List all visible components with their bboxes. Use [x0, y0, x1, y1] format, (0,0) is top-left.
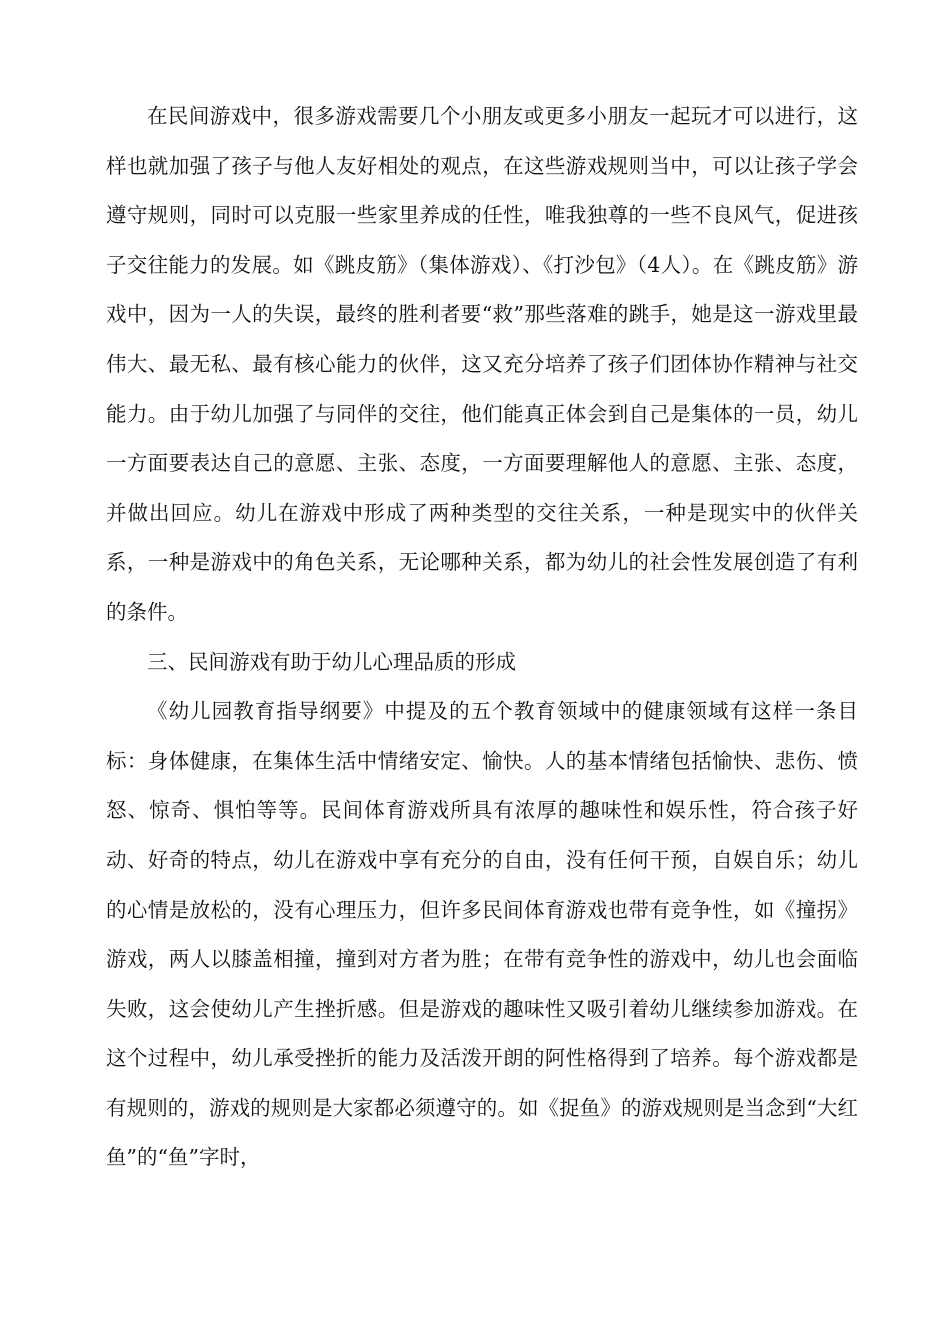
document-page — [106, 92, 858, 1183]
body-paragraph: 在民间游戏中，很多游戏需要几个小朋友或更多小朋友一起玩才可以进行，这样也就加强了孩子与他人友好相处的观点，在这些游戏规则当中，可以让孩子学会遵守规则，同时可以克服一些家里养成的任性，唯我独尊的一些不良风气，促进孩子交往能力的发展。如《跳皮筋》（集体游戏）、《打沙包》（4人）。在《跳皮筋》游戏中，因为一人的失误，最终的胜利者要“救”那些落难的跳手，她是这一游戏里最伟大、最无私、最有核心能力的伙伴，这又充分培养了孩子们团体协作精神与社交能力。由于幼儿加强了与同伴的交往，他们能真正体会到自己是集体的一员，幼儿一方面要表达自己的意愿、主张、态度，一方面要理解他人的意愿、主张、态度，并做出回应。幼儿在游戏中形成了两种类型的交往关系，一种是现实中的伙伴关系，一种是游戏中的角色关系，无论哪种关系，都为幼儿的社会性发展创造了有利的条件。 — [106, 104, 858, 624]
section-heading: 三、民间游戏有助于幼儿心理品质的形成 — [147, 649, 516, 674]
body-paragraph: 《幼儿园教育指导纲要》中提及的五个教育领域中的健康领域有这样一条目标：身体健康，在集体生活中情绪安定、愉快。人的基本情绪包括愉快、悲伤、愤怒、惊奇、惧怕等等。民间体育游戏所具有浓厚的趣味性和娱乐性，符合孩子好动、好奇的特点，幼儿在游戏中享有充分的自由，没有任何干预，自娱自乐；幼儿的心情是放松的，没有心理压力，但许多民间体育游戏也带有竞争性，如《撞拐》游戏，两人以膝盖相撞，撞到对方者为胜；在带有竞争性的游戏中，幼儿也会面临失败，这会使幼儿产生挫折感。但是游戏的趣味性又吸引着幼儿继续参加游戏。在这个过程中，幼儿承受挫折的能力及活泼开朗的阿性格得到了培养。每个游戏都是有规则的，游戏的规则是大家都必须遵守的。如《捉鱼》的游戏规则是当念到“大红鱼”的“鱼”字时， — [106, 699, 858, 1170]
